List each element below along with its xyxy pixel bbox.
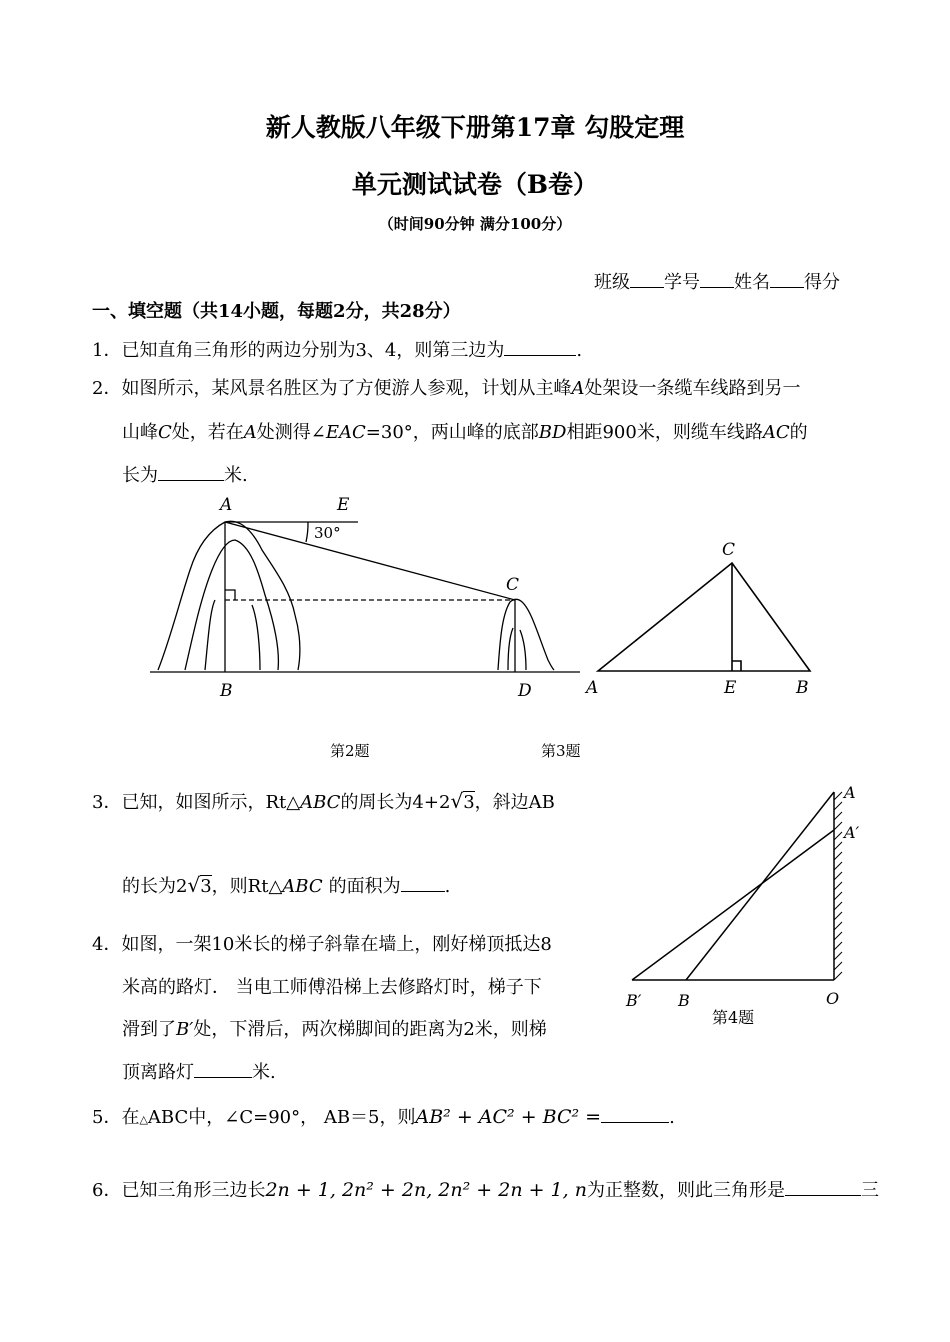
- field-class-blank[interactable]: [630, 273, 664, 288]
- q3-number: 3．: [92, 792, 122, 813]
- label-A: A: [586, 678, 599, 698]
- q1-answer-blank[interactable]: [504, 341, 576, 356]
- q6-expression: 2n + 1, 2n² + 2n, 2n² + 2n + 1, n: [265, 1179, 587, 1201]
- question-4-line3: [122, 1015, 547, 1041]
- label-B-prime: B′: [626, 991, 642, 1010]
- q5-end: .: [669, 1107, 675, 1128]
- question-6: [92, 1176, 879, 1202]
- q2-var: EAC: [325, 422, 366, 443]
- q2-number: 2．: [92, 378, 122, 399]
- field-class-label: 班级: [594, 272, 630, 293]
- triangle-symbol: △: [139, 1113, 148, 1126]
- q4-var: B′: [176, 1019, 194, 1040]
- q5-text: 在: [121, 1107, 140, 1128]
- figure-4-caption: 第4题: [712, 1008, 755, 1027]
- ladder-slid: [632, 830, 834, 980]
- question-3-line2: [122, 872, 450, 898]
- right-angle-mark: [225, 590, 235, 600]
- q3-text: ，斜边AB: [474, 792, 555, 813]
- sqrt-symbol: √: [450, 789, 464, 813]
- label-O: O: [826, 989, 840, 1008]
- q6-text: 三: [860, 1180, 879, 1201]
- q3-var: ABC: [282, 876, 323, 897]
- label-angle-30: 30°: [314, 524, 341, 542]
- q6-number: 6．: [92, 1180, 122, 1201]
- q2-text: 处架设一条缆车线路到另一: [584, 378, 801, 399]
- question-2-line3: [122, 461, 248, 487]
- figure-2-cable-car: [140, 490, 580, 710]
- q6-answer-blank[interactable]: [785, 1181, 861, 1196]
- question-2-line2: [122, 418, 808, 444]
- q4-answer-blank[interactable]: [194, 1063, 252, 1078]
- question-5: [92, 1103, 675, 1129]
- figure-2-caption: 第2题: [330, 742, 370, 760]
- q2-var: C: [158, 422, 172, 443]
- q4-text: 米.: [252, 1062, 276, 1083]
- q3-answer-blank[interactable]: [401, 877, 445, 892]
- q1-end: .: [576, 340, 583, 361]
- q2-text: 米.: [224, 465, 248, 486]
- question-4-line2: [122, 973, 542, 999]
- q4-number: 4．: [92, 934, 122, 955]
- figure-3-caption: 第3题: [541, 742, 581, 760]
- q3-text: 的周长为4+2: [340, 792, 451, 813]
- q2-var: A: [571, 378, 585, 399]
- q5-expression: AB² + AC² + BC² =: [415, 1106, 602, 1128]
- q2-answer-blank[interactable]: [158, 466, 224, 481]
- sqrt-radicand: 3: [463, 792, 475, 813]
- right-angle-mark: [732, 661, 741, 671]
- field-name-blank[interactable]: [770, 273, 804, 288]
- q3-text: 的长为2: [122, 876, 188, 897]
- q2-text: 山峰: [122, 422, 158, 443]
- sqrt-radicand: 3: [200, 876, 212, 897]
- question-4-line1: [92, 930, 552, 956]
- q1-text: 已知直角三角形的两边分别为3、4，则第三边为: [121, 340, 505, 361]
- label-A-prime: A′: [844, 823, 860, 842]
- left-mountain-detail: [205, 600, 260, 670]
- label-E: E: [724, 678, 737, 698]
- q4-text: 米高的路灯． 当电工师傅沿梯上去修路灯时，梯子下: [122, 977, 542, 998]
- ladder-original: [686, 792, 834, 980]
- q2-text: 的: [789, 422, 808, 443]
- q4-text: 如图，一架10米长的梯子斜靠在墙上，刚好梯顶抵达8: [121, 934, 552, 955]
- q3-text: ，则Rt△: [211, 876, 283, 897]
- figure-3-triangle: [582, 535, 822, 705]
- label-B: B: [678, 991, 690, 1010]
- info-fields: [594, 268, 840, 294]
- q2-text: 相距900米，则缆车线路: [566, 422, 763, 443]
- q5-text: ABC中，∠C=90°， AB＝5，则: [147, 1107, 416, 1128]
- q3-text: 的面积为: [328, 876, 401, 897]
- label-B: B: [796, 678, 809, 698]
- label-D: D: [518, 681, 532, 701]
- question-2-line1: [92, 374, 800, 400]
- sqrt-symbol: √: [187, 873, 201, 897]
- angle-arc: [306, 522, 308, 542]
- field-score-label: 得分: [804, 272, 840, 293]
- triangle-ABC: [598, 563, 810, 671]
- question-3-line1: [92, 788, 555, 814]
- question-4-line4: [122, 1058, 276, 1084]
- q2-var: A: [243, 422, 257, 443]
- exam-time-score: （时间90分钟 满分100分）: [378, 215, 572, 233]
- q4-text: 处，下滑后，两次梯脚间的距离为2米，则梯: [193, 1019, 547, 1040]
- q5-answer-blank[interactable]: [601, 1108, 669, 1123]
- field-id-label: 学号: [664, 272, 700, 293]
- question-1: [92, 336, 582, 362]
- right-mountain-detail: [508, 628, 526, 670]
- label-E: E: [337, 495, 350, 515]
- label-C: C: [506, 575, 520, 595]
- q2-var: AC: [762, 422, 790, 443]
- q3-var: ABC: [300, 792, 341, 813]
- page-title: 新人教版八年级下册第17章 勾股定理: [265, 113, 685, 142]
- q2-text: 如图所示，某风景名胜区为了方便游人参观，计划从主峰: [121, 378, 572, 399]
- label-A: A: [844, 783, 856, 802]
- q3-end: .: [444, 876, 451, 897]
- left-mountain-inner: [185, 540, 278, 670]
- q2-text: 处，若在: [171, 422, 244, 443]
- figure-4-ladder: [622, 780, 862, 1050]
- q2-text: =30°，两山峰的底部: [365, 422, 539, 443]
- field-name-label: 姓名: [734, 272, 770, 293]
- q3-text: 已知，如图所示，Rt△: [121, 792, 301, 813]
- section-heading: 一、填空题（共14小题，每题2分，共28分）: [92, 301, 461, 322]
- q2-text: 长为: [122, 465, 158, 486]
- q2-var: BD: [538, 422, 567, 443]
- label-C: C: [722, 540, 736, 560]
- q4-text: 滑到了: [122, 1019, 176, 1040]
- q6-text: 为正整数，则此三角形是: [586, 1180, 785, 1201]
- wall-hatching: [834, 792, 842, 980]
- q2-text: 处测得∠: [256, 422, 326, 443]
- q5-number: 5．: [92, 1107, 122, 1128]
- q1-number: 1．: [92, 340, 122, 361]
- label-A: A: [220, 495, 233, 515]
- left-mountain-outline: [158, 521, 300, 670]
- q4-text: 顶离路灯: [122, 1062, 194, 1083]
- field-id-blank[interactable]: [700, 273, 734, 288]
- page-subtitle: 单元测试试卷（B卷）: [351, 170, 599, 199]
- label-B: B: [220, 681, 233, 701]
- q6-text: 已知三角形三边长: [121, 1180, 266, 1201]
